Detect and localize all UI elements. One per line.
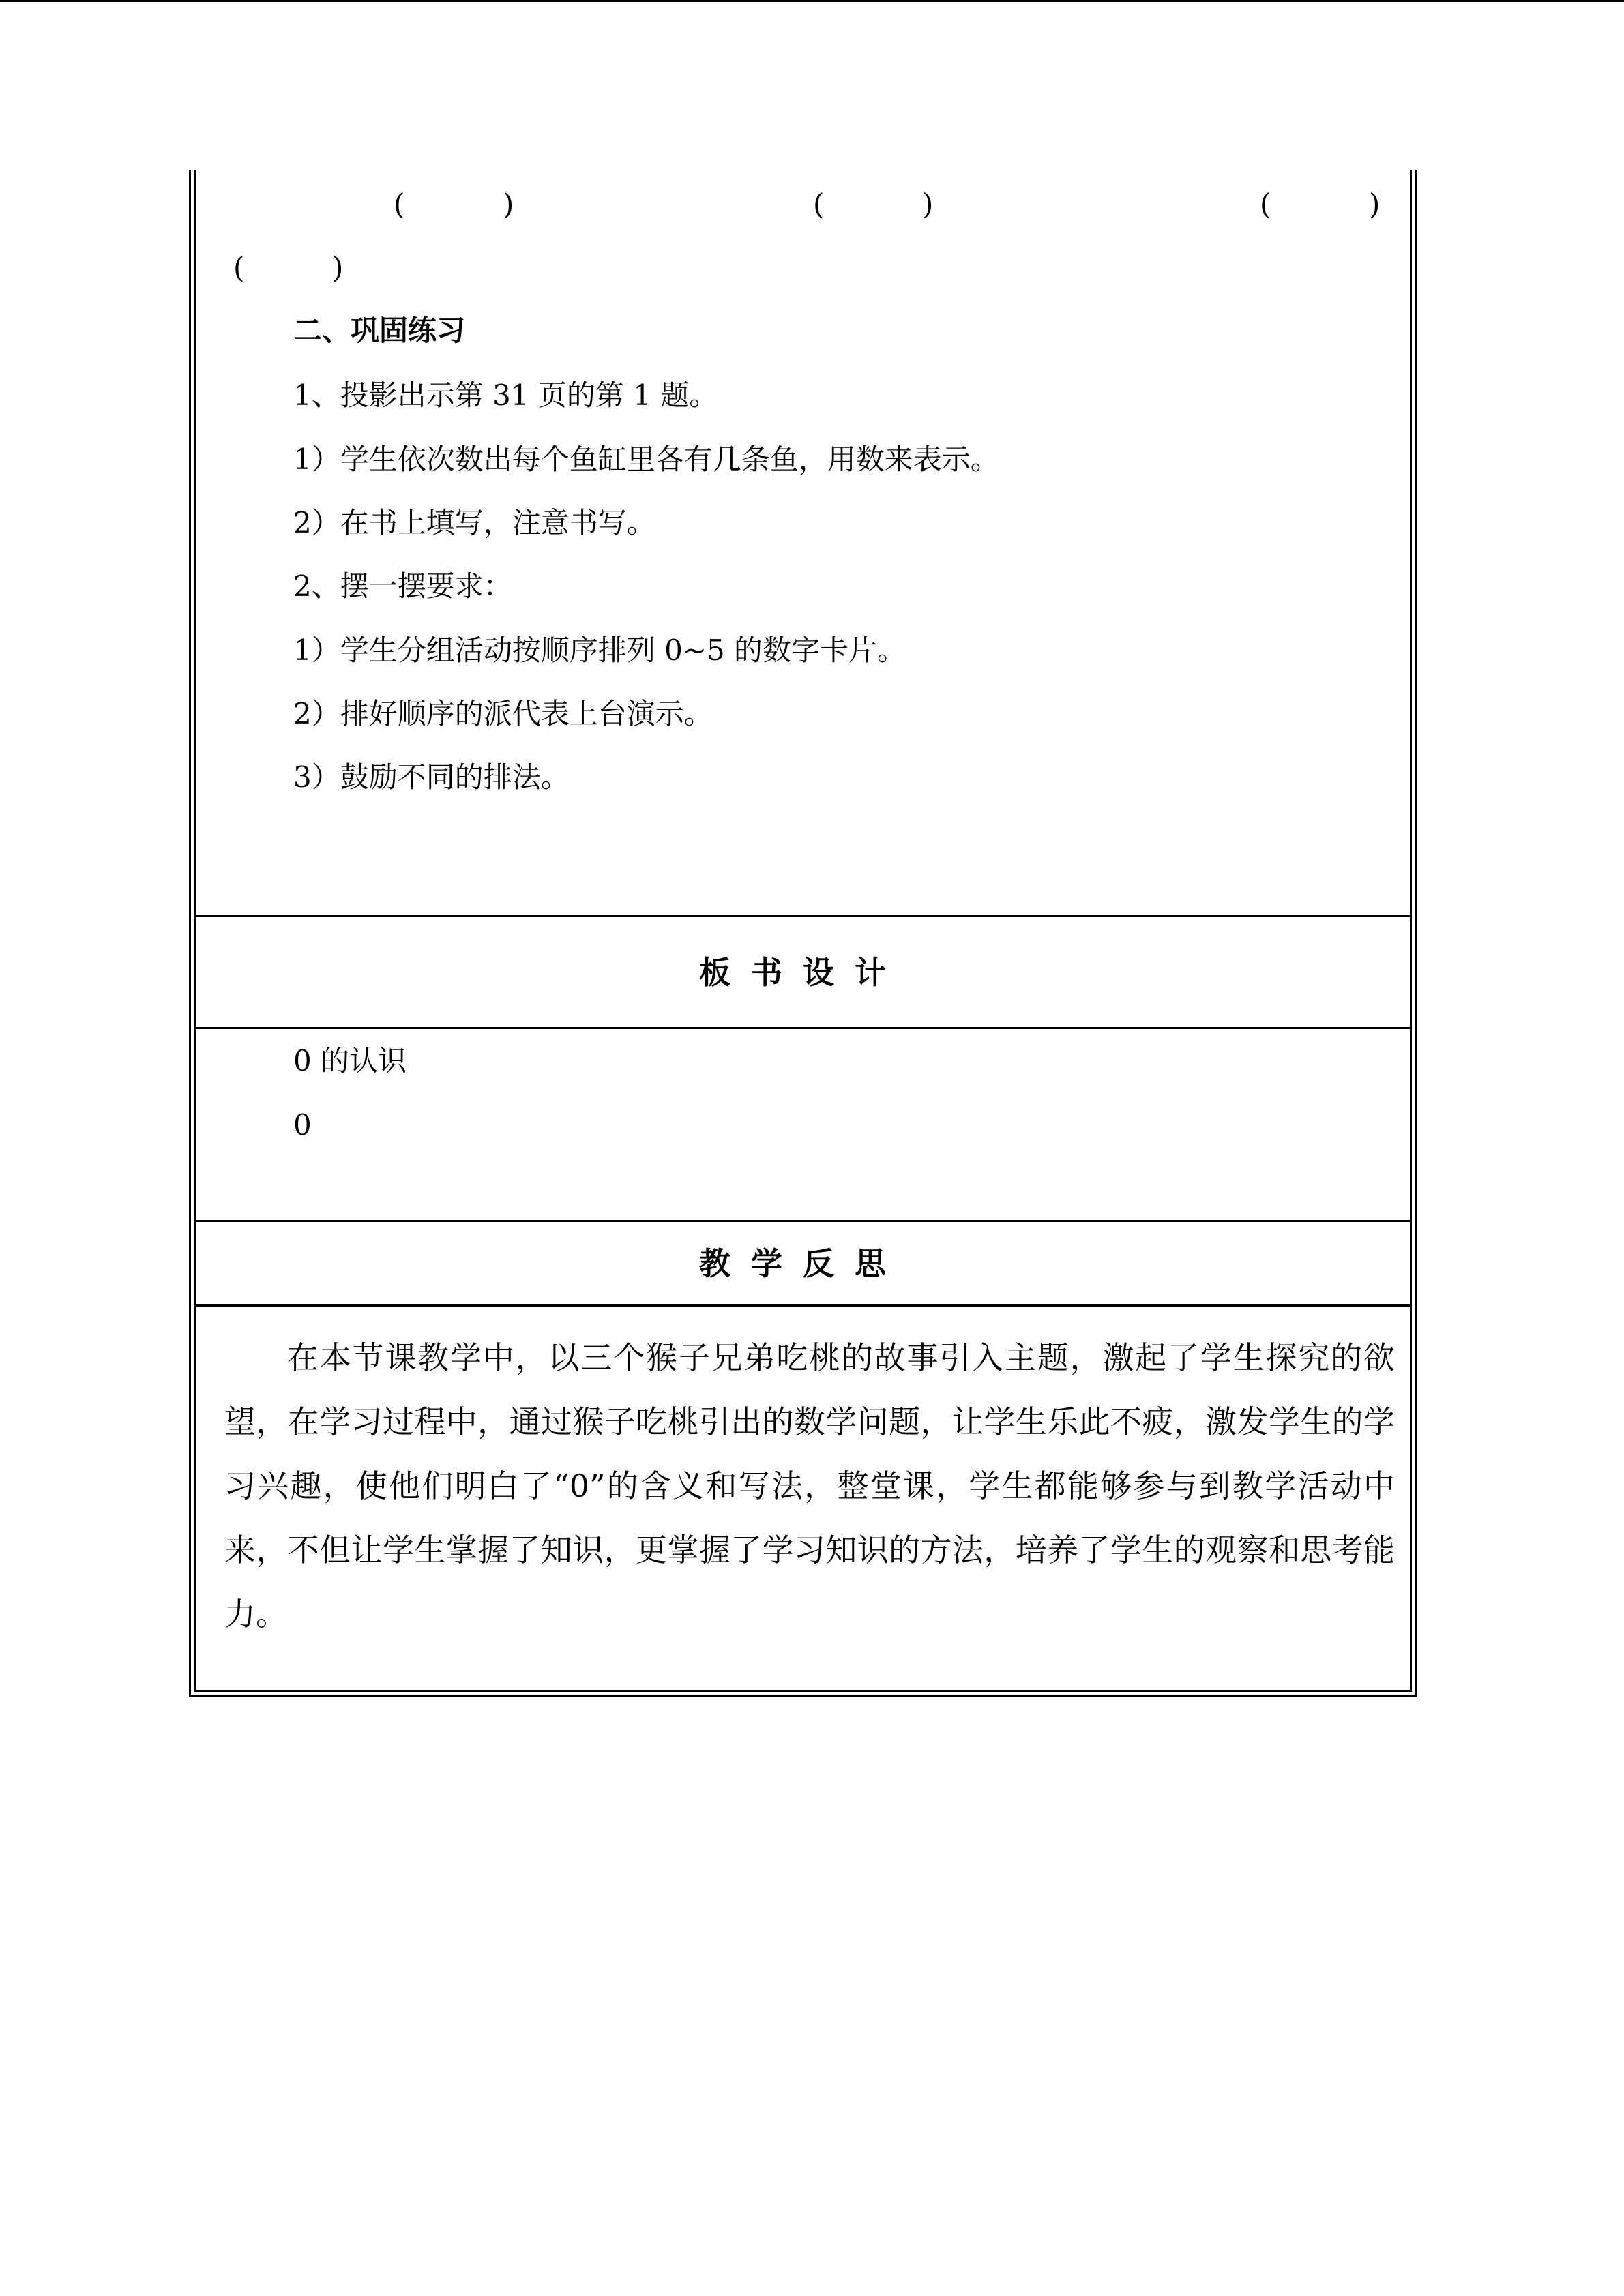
blank-3-open: (: [1260, 188, 1271, 221]
practice-line-6: 2）排好顺序的派代表上台演示。: [293, 697, 713, 730]
lesson-plan-table: [189, 170, 1417, 1697]
practice-line-7: 3）鼓励不同的排法。: [293, 760, 570, 794]
blank-2-close: ): [922, 188, 934, 221]
practice-line-5: 1）学生分组活动按顺序排列 0~5 的数字卡片。: [293, 633, 906, 667]
practice-line-1: 1、投影出示第 31 页的第 1 题。: [293, 378, 718, 412]
practice-section-title: 二、巩固练习: [293, 314, 466, 347]
blank-4-open: (: [233, 251, 245, 284]
reflection-content-cell: [196, 1307, 1410, 1690]
blank-3-close: ): [1369, 188, 1381, 221]
reflection-heading: 教学反思: [699, 1245, 906, 1282]
reflection-paragraph: 在本节课教学中，以三个猴子兄弟吃桃的故事引入主题，激起了学生探究的欲望，在学习过程中，通过猴子吃桃引出的数学问题，让学生乐此不疲，激发学生的学习兴趣，使他们明白了“0”的含义和写法，整堂课，学生都能够参与到教学活动中来，不但让学生掌握了知识，更掌握了学习知识的方法，培养了学生的观察和思考能力。: [224, 1339, 1395, 1632]
board-design-content-cell: [196, 1029, 1410, 1222]
practice-line-2: 1）学生依次数出每个鱼缸里各有几条鱼，用数来表示。: [293, 443, 999, 476]
practice-line-4: 2、摆一摆要求：: [293, 569, 512, 603]
board-design-heading-cell: [196, 917, 1410, 1029]
blank-1-close: ): [503, 188, 514, 221]
blank-2-open: (: [813, 188, 825, 221]
blank-1-open: (: [394, 188, 405, 221]
page-top-rule: [0, 0, 1624, 2]
reflection-heading-cell: [196, 1222, 1410, 1307]
blank-4-close: ): [332, 251, 344, 284]
practice-cell: [196, 170, 1410, 917]
board-design-heading: 板书设计: [699, 954, 906, 991]
practice-line-3: 2）在书上填写，注意书写。: [293, 506, 655, 539]
board-design-line-2: 0: [293, 1108, 312, 1142]
board-design-line-1: 0 的认识: [293, 1044, 407, 1077]
